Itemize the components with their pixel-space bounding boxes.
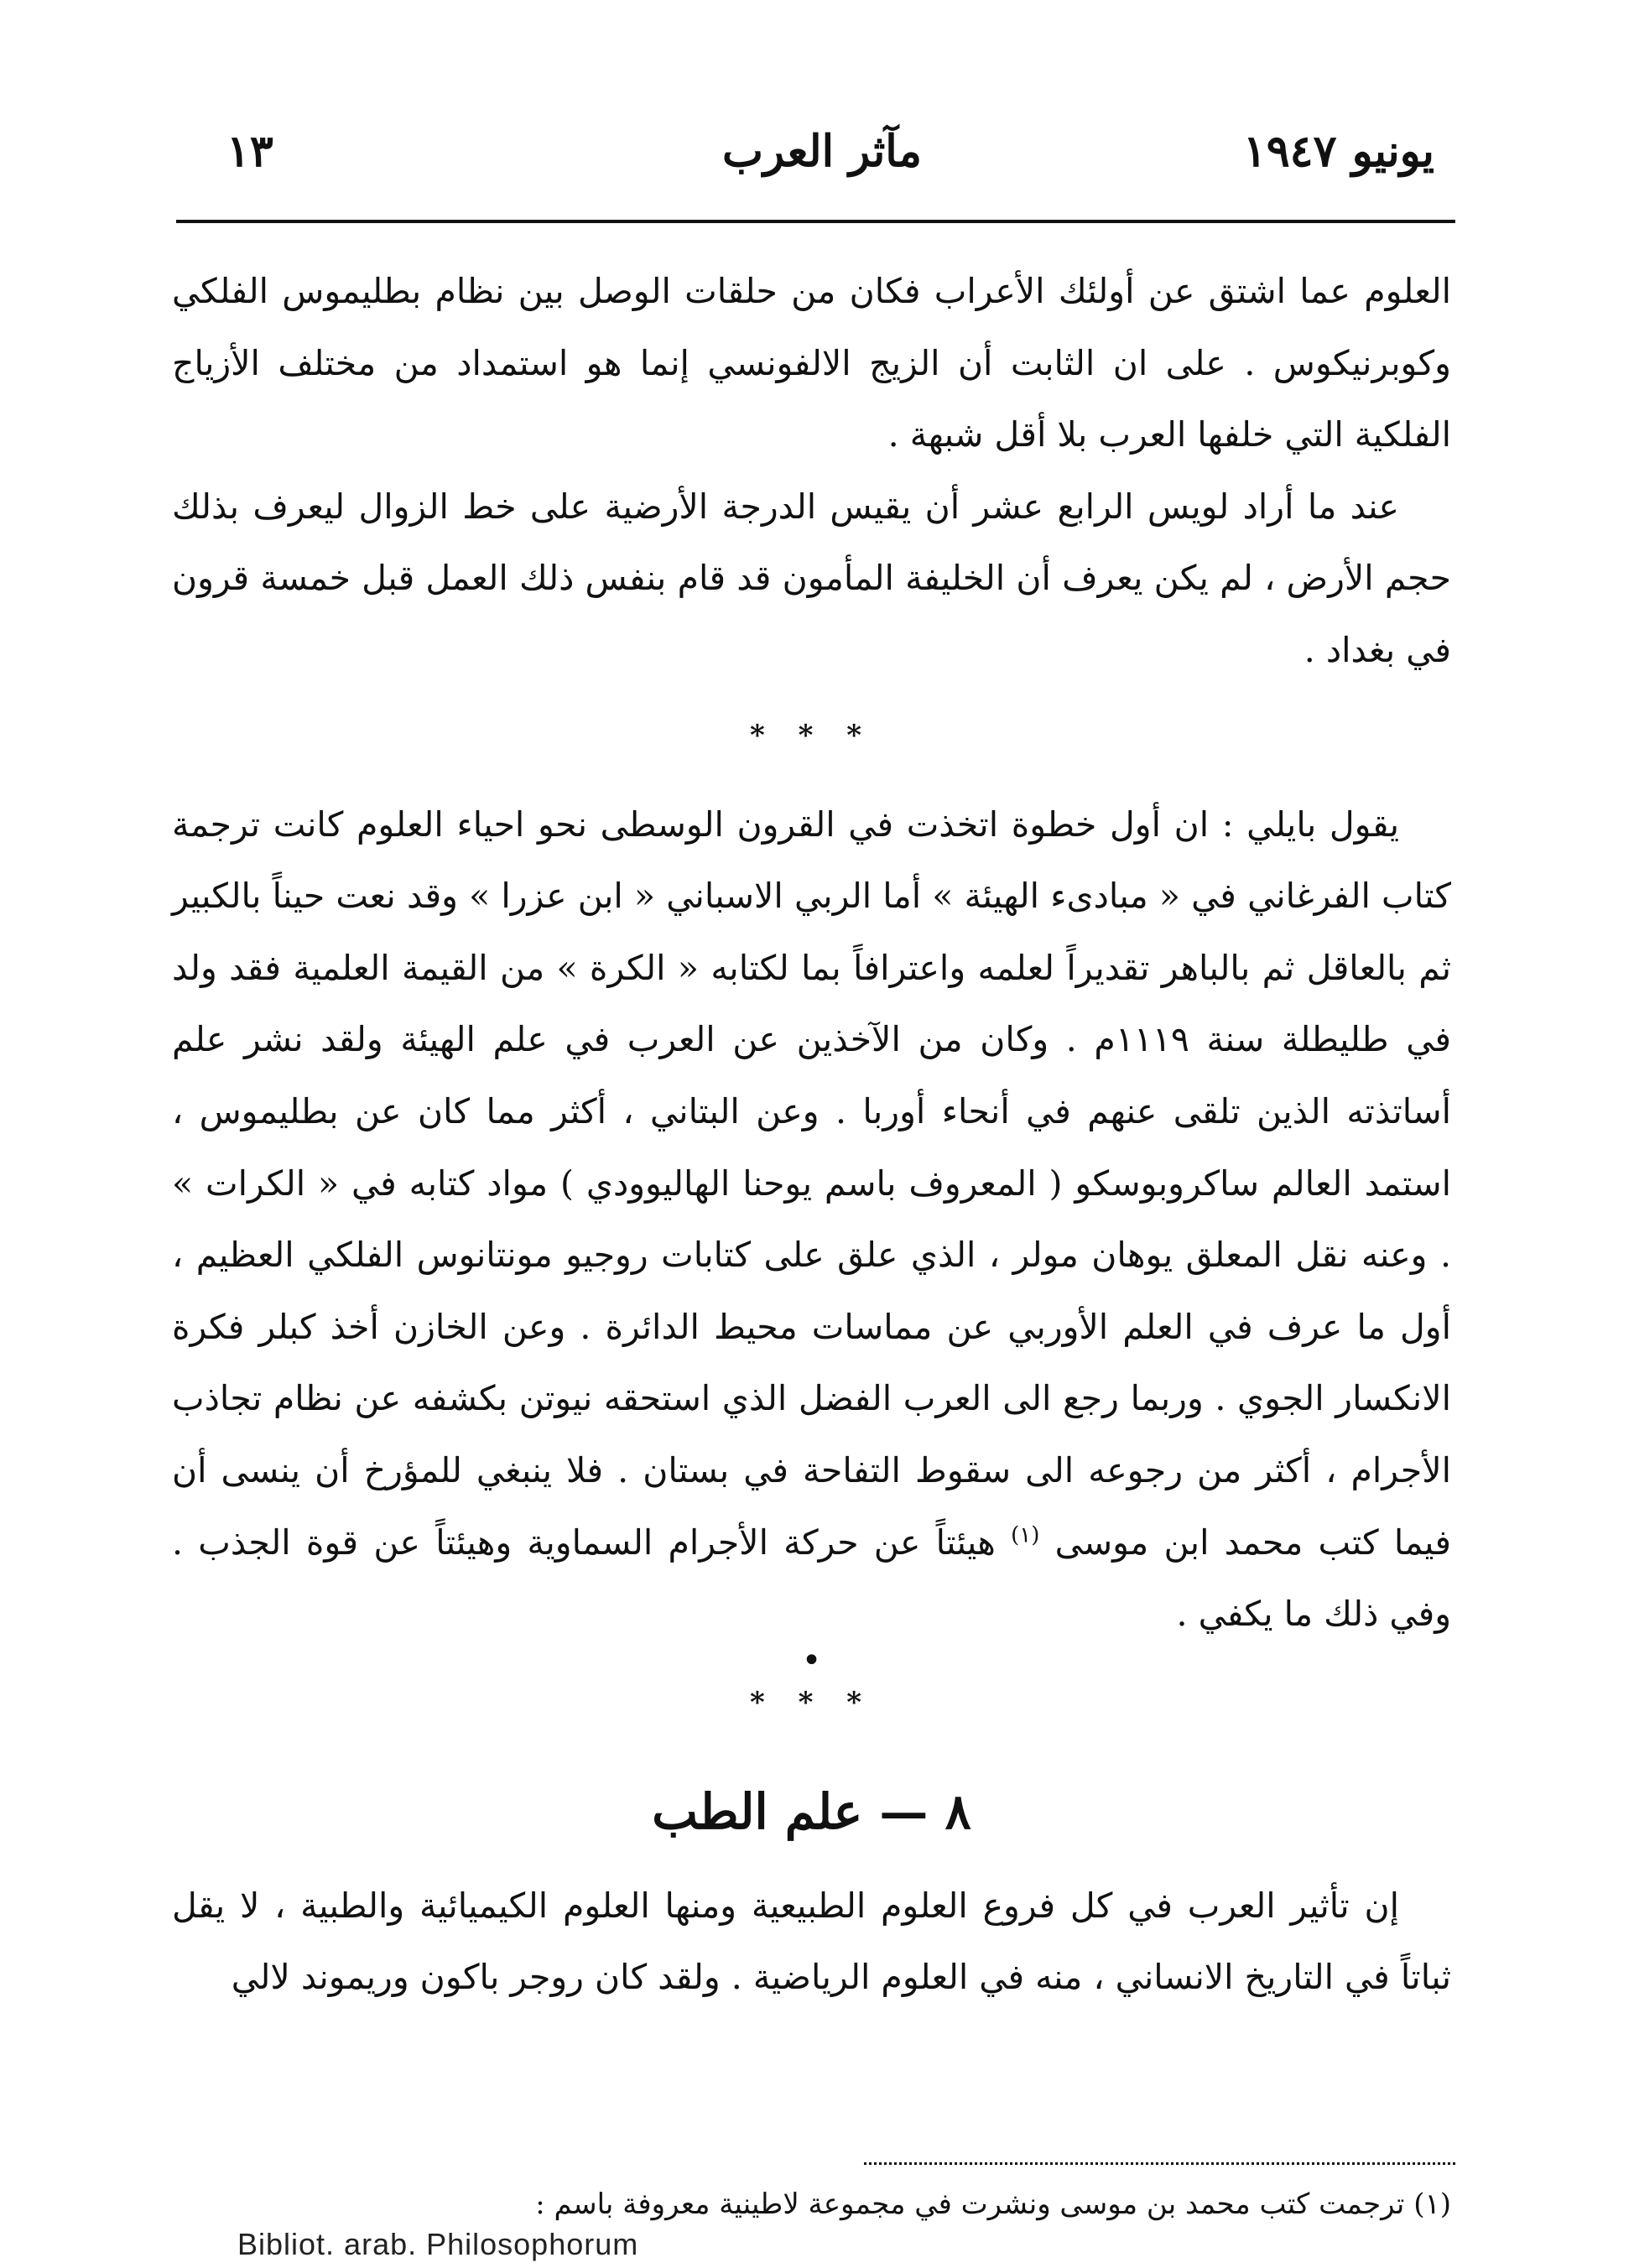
header-journal-title: مآثر العرب <box>722 126 922 177</box>
running-header <box>210 126 1434 193</box>
paragraph-bailly-text: يقول بايلي : ان أول خطوة اتخذت في القرون الوسطى نحو احياء العلوم كانت ترجمة كتاب الفرغاني في « مبادىء الهيئة » أما الربي الاسباني « ابن عزرا » وقد نعت حيناً بالكبير ثم بالعاقل ثم بالباهر تقديراً لعلمه واعترافاً بما لكتابه « الكرة » من القيمة العلمية فقد ولد في طليطلة سنة ١١١٩م . وكان من الآخذين عن العرب في علم الهيئة ولقد نشر علم أساتذته الذين تلقى عنهم في أنحاء أوربا . وعن البتاني ، أكثر مما كان عن بطليموس ، استمد العالم ساكروبوسكو ( المعروف باسم يوحنا الهاليوودي ) مواد كتابه في « الكرات » . وعنه نقل المعلق يوهان مولر ، الذي علق على كتابات روجيو مونتانوس الفلكي العظيم ، أول ما عرف في العلم الأوربي عن مماسات محيط الدائرة . وعن الخازن أخذ كبلر فكرة الانكسار الجوي . وربما رجع الى العرب الفضل الذي استحقه نيوتن بكشفه عن نظام تجاذب الأجرام ، أكثر من رجوعه الى سقوط التفاحة في بستان . فلا ينبغي للمؤرخ أن ينسى أن فيما كتب محمد ابن موسى <box>172 804 1451 1563</box>
header-date: يونيو ١٩٤٧ <box>1242 126 1434 177</box>
footnote-latin-title: Bibliot. arab. Philosophorum <box>237 2227 639 2261</box>
section-heading-medicine: ٨ — علم الطب <box>652 1782 971 1840</box>
paragraph-medicine: إن تأثير العرب في كل فروع العلوم الطبيعية ومنها العلوم الكيميائية والطبية ، لا يقل ثباتاً في التاريخ الانساني ، منه في العلوم الرياضية . ولقد كان روجر باكون وريموند لالي <box>172 1885 1451 1998</box>
paragraph-bailly-end: هيئتاً عن حركة الأجرام السماوية وهيئتاً عن قوة الجذب . وفي ذلك ما يكفي . <box>172 1522 1451 1635</box>
paragraph-louis-xiv: عند ما أراد لويس الرابع عشر أن يقيس الدرجة الأرضية على خط الزوال ليعرف بذلك حجم الأرض ، لم يكن يعرف أن الخليفة المأمون قد قام بنفس ذلك العمل قبل خمسة قرون في بغداد . <box>172 486 1451 670</box>
paragraph-bailly <box>172 789 1451 1651</box>
footnote-rule <box>864 2162 1455 2165</box>
footnote: (١) ترجمت كتب محمد بن موسى ونشرت في مجموعة لاطينية معروفة باسم : <box>535 2187 1451 2221</box>
section-separator: * * * <box>749 718 873 752</box>
header-rule <box>176 220 1455 223</box>
paragraph-astronomy-continuation: العلوم عما اشتق عن أولئك الأعراب فكان من حلقات الوصل بين نظام بطليموس الفلكي وكوبرنيكوس . على ان الثابت أن الزيج الالفونسي إنما هو استمداد من مختلف الأزياج الفلكية التي خلفها العرب بلا أقل شبهة . <box>172 271 1451 455</box>
section-separator-2: * * * <box>749 1685 873 1719</box>
separator-dot: • <box>801 1641 822 1680</box>
page-number: ١٣ <box>226 126 273 177</box>
footnote-reference: (١) <box>1011 1522 1040 1548</box>
article-body <box>172 256 1451 2014</box>
